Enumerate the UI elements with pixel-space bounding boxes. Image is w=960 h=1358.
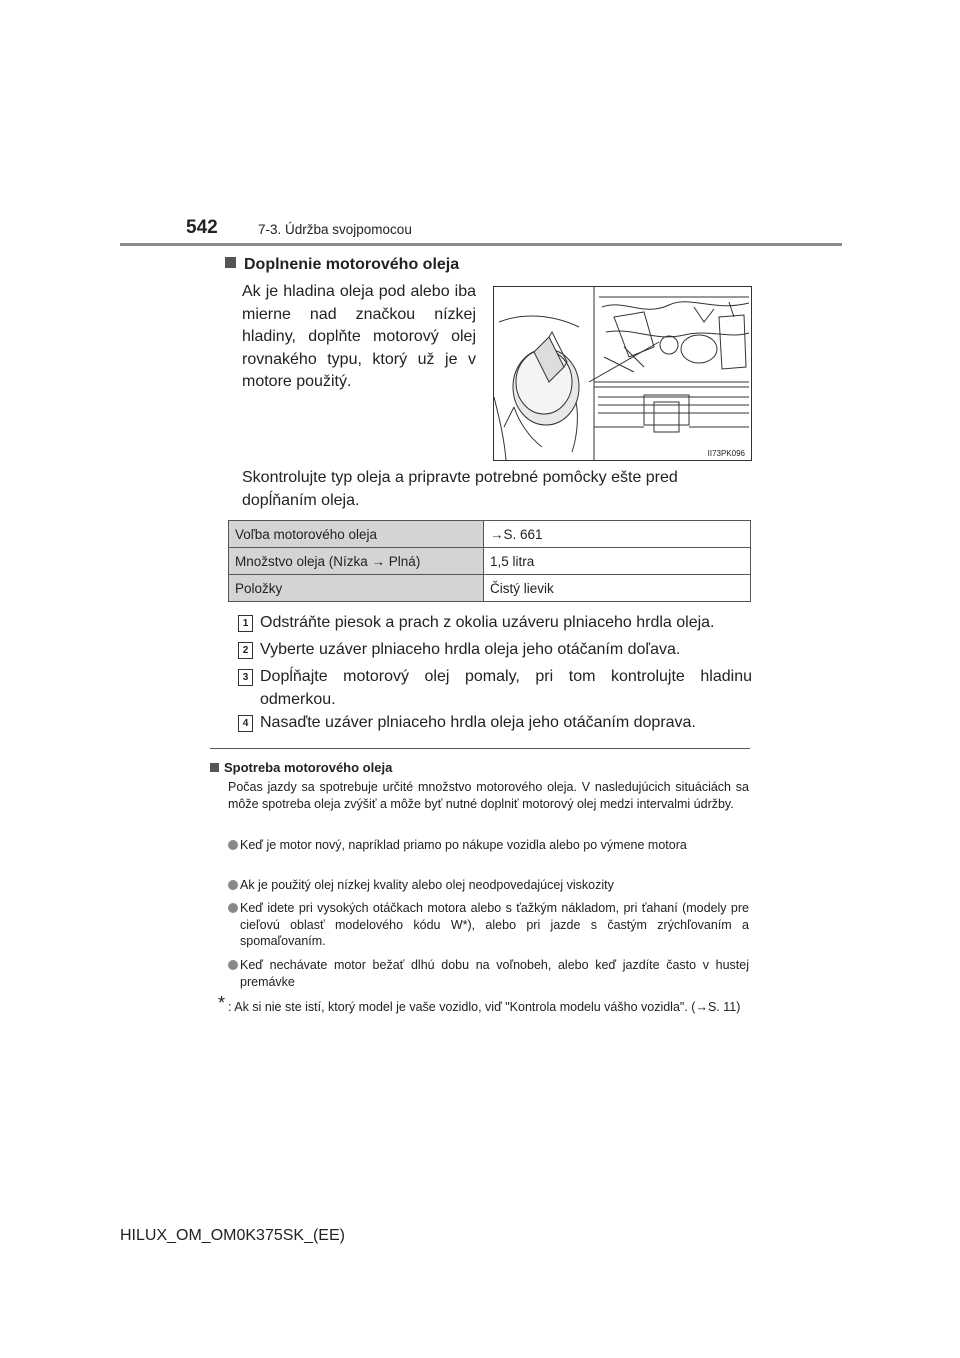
bullet-text: Keď je motor nový, napríklad priamo po nákupe vozidla alebo po výmene motora <box>240 838 687 852</box>
step-item <box>238 712 752 735</box>
square-bullet-icon <box>210 763 219 772</box>
heading-text: Doplnenie motorového oleja <box>244 256 460 273</box>
bullet-item <box>228 837 749 854</box>
table-label: Množstvo oleja (Nízka → Plná) <box>229 548 484 575</box>
bullet-dot-icon <box>228 840 238 850</box>
table-value: Čistý lievik <box>484 575 751 602</box>
step-text: Vyberte uzáver plniaceho hrdla oleja jeho otáčaním doľava. <box>260 641 681 658</box>
requirements-table <box>228 520 751 602</box>
engine-illustration <box>493 286 752 461</box>
document-code: HILUX_OM_OM0K375SK_(EE) <box>120 1227 345 1244</box>
bullet-dot-icon <box>228 880 238 890</box>
bullet-item <box>228 957 749 990</box>
step-text: Dopĺňajte motorový olej pomaly, pri tom kontrolujte hladinu odmerkou. <box>260 668 752 708</box>
step-item <box>238 612 752 635</box>
table-label: Voľba motorového oleja <box>229 521 484 548</box>
step-text: Odstráňte piesok a prach z okolia uzáveru plniaceho hrdla oleja. <box>260 614 715 631</box>
figure-code: II73PK096 <box>707 449 745 458</box>
bullet-text: Keď nechávate motor bežať dlhú dobu na voľnobeh, alebo keď jazdíte často v hustej premávke <box>240 958 749 989</box>
page-number: 542 <box>186 217 218 238</box>
section-heading <box>225 256 459 274</box>
bullet-dot-icon <box>228 960 238 970</box>
bullet-item <box>228 877 749 894</box>
table-row <box>229 575 751 602</box>
header-rule <box>120 243 842 246</box>
bullet-text: Ak je použitý olej nízkej kvality alebo olej neodpovedajúcej viskozity <box>240 878 614 892</box>
bullet-dot-icon <box>228 903 238 913</box>
info-heading-text: Spotreba motorového oleja <box>224 760 393 775</box>
step-item <box>238 639 752 662</box>
step-number: 4 <box>238 715 253 732</box>
check-paragraph: Skontrolujte typ oleja a pripravte potrebné pomôcky ešte pred dopĺňaním oleja. <box>242 469 678 509</box>
step-number: 3 <box>238 669 253 686</box>
footnote-mark: * <box>218 993 226 1013</box>
bullet-item <box>228 900 749 950</box>
table-row <box>229 521 751 548</box>
step-text: Nasaďte uzáver plniaceho hrdla oleja jeho otáčaním doprava. <box>260 714 696 731</box>
section-divider <box>210 748 750 749</box>
oil-cap-illustration <box>494 287 751 460</box>
table-value: →S. 661 <box>484 521 751 548</box>
step-number: 1 <box>238 615 253 632</box>
section-title: 7-3. Údržba svojpomocou <box>258 222 412 237</box>
footnote <box>218 993 749 1016</box>
footnote-text: : Ak si nie ste istí, ktorý model je vaše vozidlo, viď "Kontrola modelu vášho vozidla". (→S. 11) <box>228 1000 741 1014</box>
intro-paragraph: Ak je hladina oleja pod alebo iba mierne nad značkou nízkej hladiny, doplňte motorový olej rovnakého typu, ktorý už je v motore použitý. <box>242 283 476 390</box>
step-item <box>238 666 752 711</box>
info-paragraph: Počas jazdy sa spotrebuje určité množstvo motorového oleja. V nasledujúcich situáciách sa môže spotreba oleja zvýšiť a môže byť nutné doplniť motorový olej medzi intervalmi údržby. <box>228 780 749 811</box>
table-value: 1,5 litra <box>484 548 751 575</box>
table-row <box>229 548 751 575</box>
square-bullet-icon <box>225 257 236 268</box>
table-label: Položky <box>229 575 484 602</box>
info-heading <box>210 760 392 775</box>
bullet-text: Keď idete pri vysokých otáčkach motora alebo s ťažkým nákladom, pri ťahaní (modely pre cieľovú oblasť modelového kódu W*), alebo pri jazde s častým zrýchľovaním a spomaľovaním. <box>240 901 749 948</box>
step-number: 2 <box>238 642 253 659</box>
